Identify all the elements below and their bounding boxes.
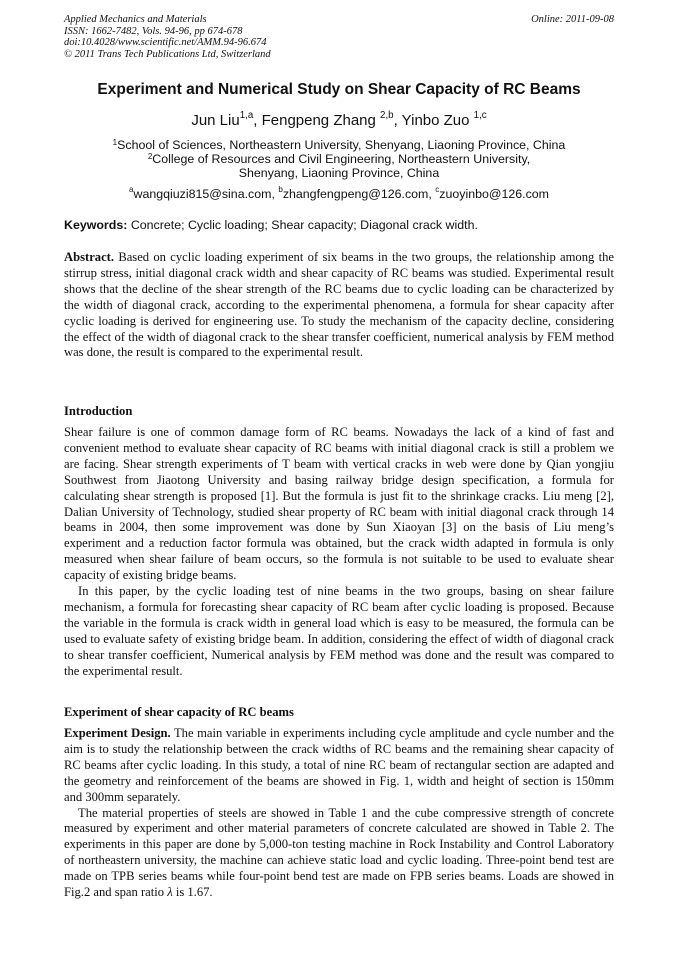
abstract-label: Abstract. <box>64 250 115 264</box>
keywords-label: Keywords: <box>64 218 128 232</box>
paragraph: The material properties of steels are showed in Table 1 and the cube compressive strength of concrete measured by experiment and other material parameters of concrete calculated are showed in Table 2. The experiments in this paper are done by 5,000-ton testing machine in Rock Instability and Control Laboratory of northeastern university, the machine can achieve static load and cyclic loading. Three-point bend test are made on TPB series beams while four-point bend test are made on FPB series beams. Loads are showed in Fig.2 and span ratio <box>64 805 614 900</box>
introduction-heading: Introduction <box>64 404 133 418</box>
author-sup: 1,a <box>239 110 254 121</box>
copyright-line: © 2011 Trans Tech Publications Ltd, Switzerland <box>64 48 271 60</box>
keywords <box>64 218 478 232</box>
paragraph: The main variable in experiments including cycle amplitude and cycle number and the aim is to study the relationship between the crack widths of RC beams and the remaining shear capacity of RC beams after cyclic loading. In this study, a total of nine RC beam of rectangular section are adapted and the geometry and reinforcement of the beams are showed in Fig. 1, width and height of section is 150mm and 300mm separately. <box>64 726 614 804</box>
experiment-heading: Experiment of shear capacity of RC beams <box>64 705 294 719</box>
author-list: Jun Liu$^{1,a}$, Fengpeng Zhang $^{2,b}$, Yinbo Zuo $^{1,c}$ <box>191 110 487 129</box>
email-list: $^a$wangqiuzi815@sina.com, $^b$zhangfengpeng@126.com, $^c$zuoyinbo@126.com <box>129 185 549 201</box>
design-label: Experiment Design. <box>64 726 171 740</box>
publication-info <box>64 14 271 60</box>
journal-name: Applied Mechanics and Materials <box>64 14 207 25</box>
paragraph: Shear failure is one of common damage form of RC beams. Nowadays the lack of a kind of fast and convenient method to evaluate shear capacity of RC beams with initial diagonal crack is still a problem we are facing. Shear strength experiments of T beam with vertical cracks in web were done by Qian yongjiu Southwest from Jiaotong University and basing railway bridge design specification, a formula for calculating shear strength is proposed [1]. But the formula is just fit to the shrinkage cracks. Liu meng [2], Dalian University of Technology, studied shear property of RC beam with initial diagonal crack through 14 beams in 2004, then some improvement was done by Sun Xiaoyan [3] on the basis of Liu meng’s experiment and a reduction factor formula was obtained, but the crack width adapted in formula is only measured when shear failure of beam occurs, so the formula is not suitable to be used to evaluate shear capacity of existing bridge beams. <box>64 425 614 583</box>
introduction-body <box>64 425 614 680</box>
paper-title: Experiment and Numerical Study on Shear Capacity of RC Beams <box>97 81 581 98</box>
abstract-text: Based on cyclic loading experiment of six beams in the two groups, the relationship among the stirrup stress, initial diagonal crack width and shear capacity of RC beams was studied. Experimental result shows that the decline of the shear strength of the RC beams due to cyclic loading can be characterized by the width of diagonal crack, according to the experimental phenomena, a formula for shear capacity after cyclic loading is derived for engineering use. To study the mechanism of the capacity decline, considering the effect of the width of diagonal crack to the shear transfer coefficient, numerical analysis by FEM method was done, the result is compared to the experimental result. <box>64 250 614 360</box>
online-date: Online: 2011-09-08 <box>531 14 614 25</box>
doi-line[interactable]: doi:10.4028/www.scientific.net/AMM.94-96.674 <box>64 37 267 49</box>
experiment-body: Experiment Design. The main variable in experiments including cycle amplitude and cycle number and the aim is to study the relationship between the crack widths of RC beams and the remaining shear capacity of RC beams after cyclic loading. In this study, a total of nine RC beam of rectangular section are adapted and the geometry and reinforcement of the beams are showed in Fig. 1, width and height of section is 150mm and 300mm separately. The material properties of steels are showed in Table 1 and the cube compressive strength of concrete measured by experiment and other material parameters of concrete calculated are showed in Table 2. The experiments in this paper are done by 5,000-ton testing machine in Rock Instability and Control Laboratory of northeastern university, the machine can achieve static load and cyclic loading. Three-point bend test are made on TPB series beams while four-point bend test are made on FPB series beams. Loads are showed in Fig.2 and span ratio λ is 1.67. <box>64 726 614 900</box>
keywords-text: Concrete; Cyclic loading; Shear capacity; Diagonal crack width. <box>130 218 478 232</box>
email-link[interactable]: wangqiuzi815@sina.com <box>133 187 272 201</box>
affiliation-1: $^1$School of Sciences, Northeastern University, Shenyang, Liaoning Province, China <box>112 138 566 152</box>
email-link[interactable]: zuoyinbo@126.com <box>439 187 549 201</box>
author-name: Jun Liu <box>191 112 240 129</box>
author-name: Yinbo Zuo <box>401 112 470 129</box>
affiliation-2: $^2$College of Resources and Civil Engineering, Northeastern University, Shenyang, Liaoning Province, China <box>147 152 531 181</box>
lambda-symbol: λ <box>167 885 173 900</box>
email-link[interactable]: zhangfengpeng@126.com <box>282 187 429 201</box>
author-name: Fengpeng Zhang <box>261 112 376 129</box>
issn-line: ISSN: 1662-7482, Vols. 94-96, pp 674-678 <box>64 25 243 37</box>
paragraph: In this paper, by the cyclic loading test of nine beams in the two groups, basing on shear failure mechanism, a formula for forecasting shear capacity of RC beam after cyclic loading is proposed. Because the variable in the formula is crack width in general load which is easy to be measured, the formula can be used to evaluate safety of existing bridge beam. In addition, considering the effect of width of diagonal crack to shear transfer coefficient, Numerical analysis by FEM method was done and the result was compared to the experimental result. <box>64 584 614 678</box>
author-sup: 1,c <box>473 110 487 121</box>
author-sup: 2,b <box>380 110 394 121</box>
abstract <box>64 250 614 361</box>
